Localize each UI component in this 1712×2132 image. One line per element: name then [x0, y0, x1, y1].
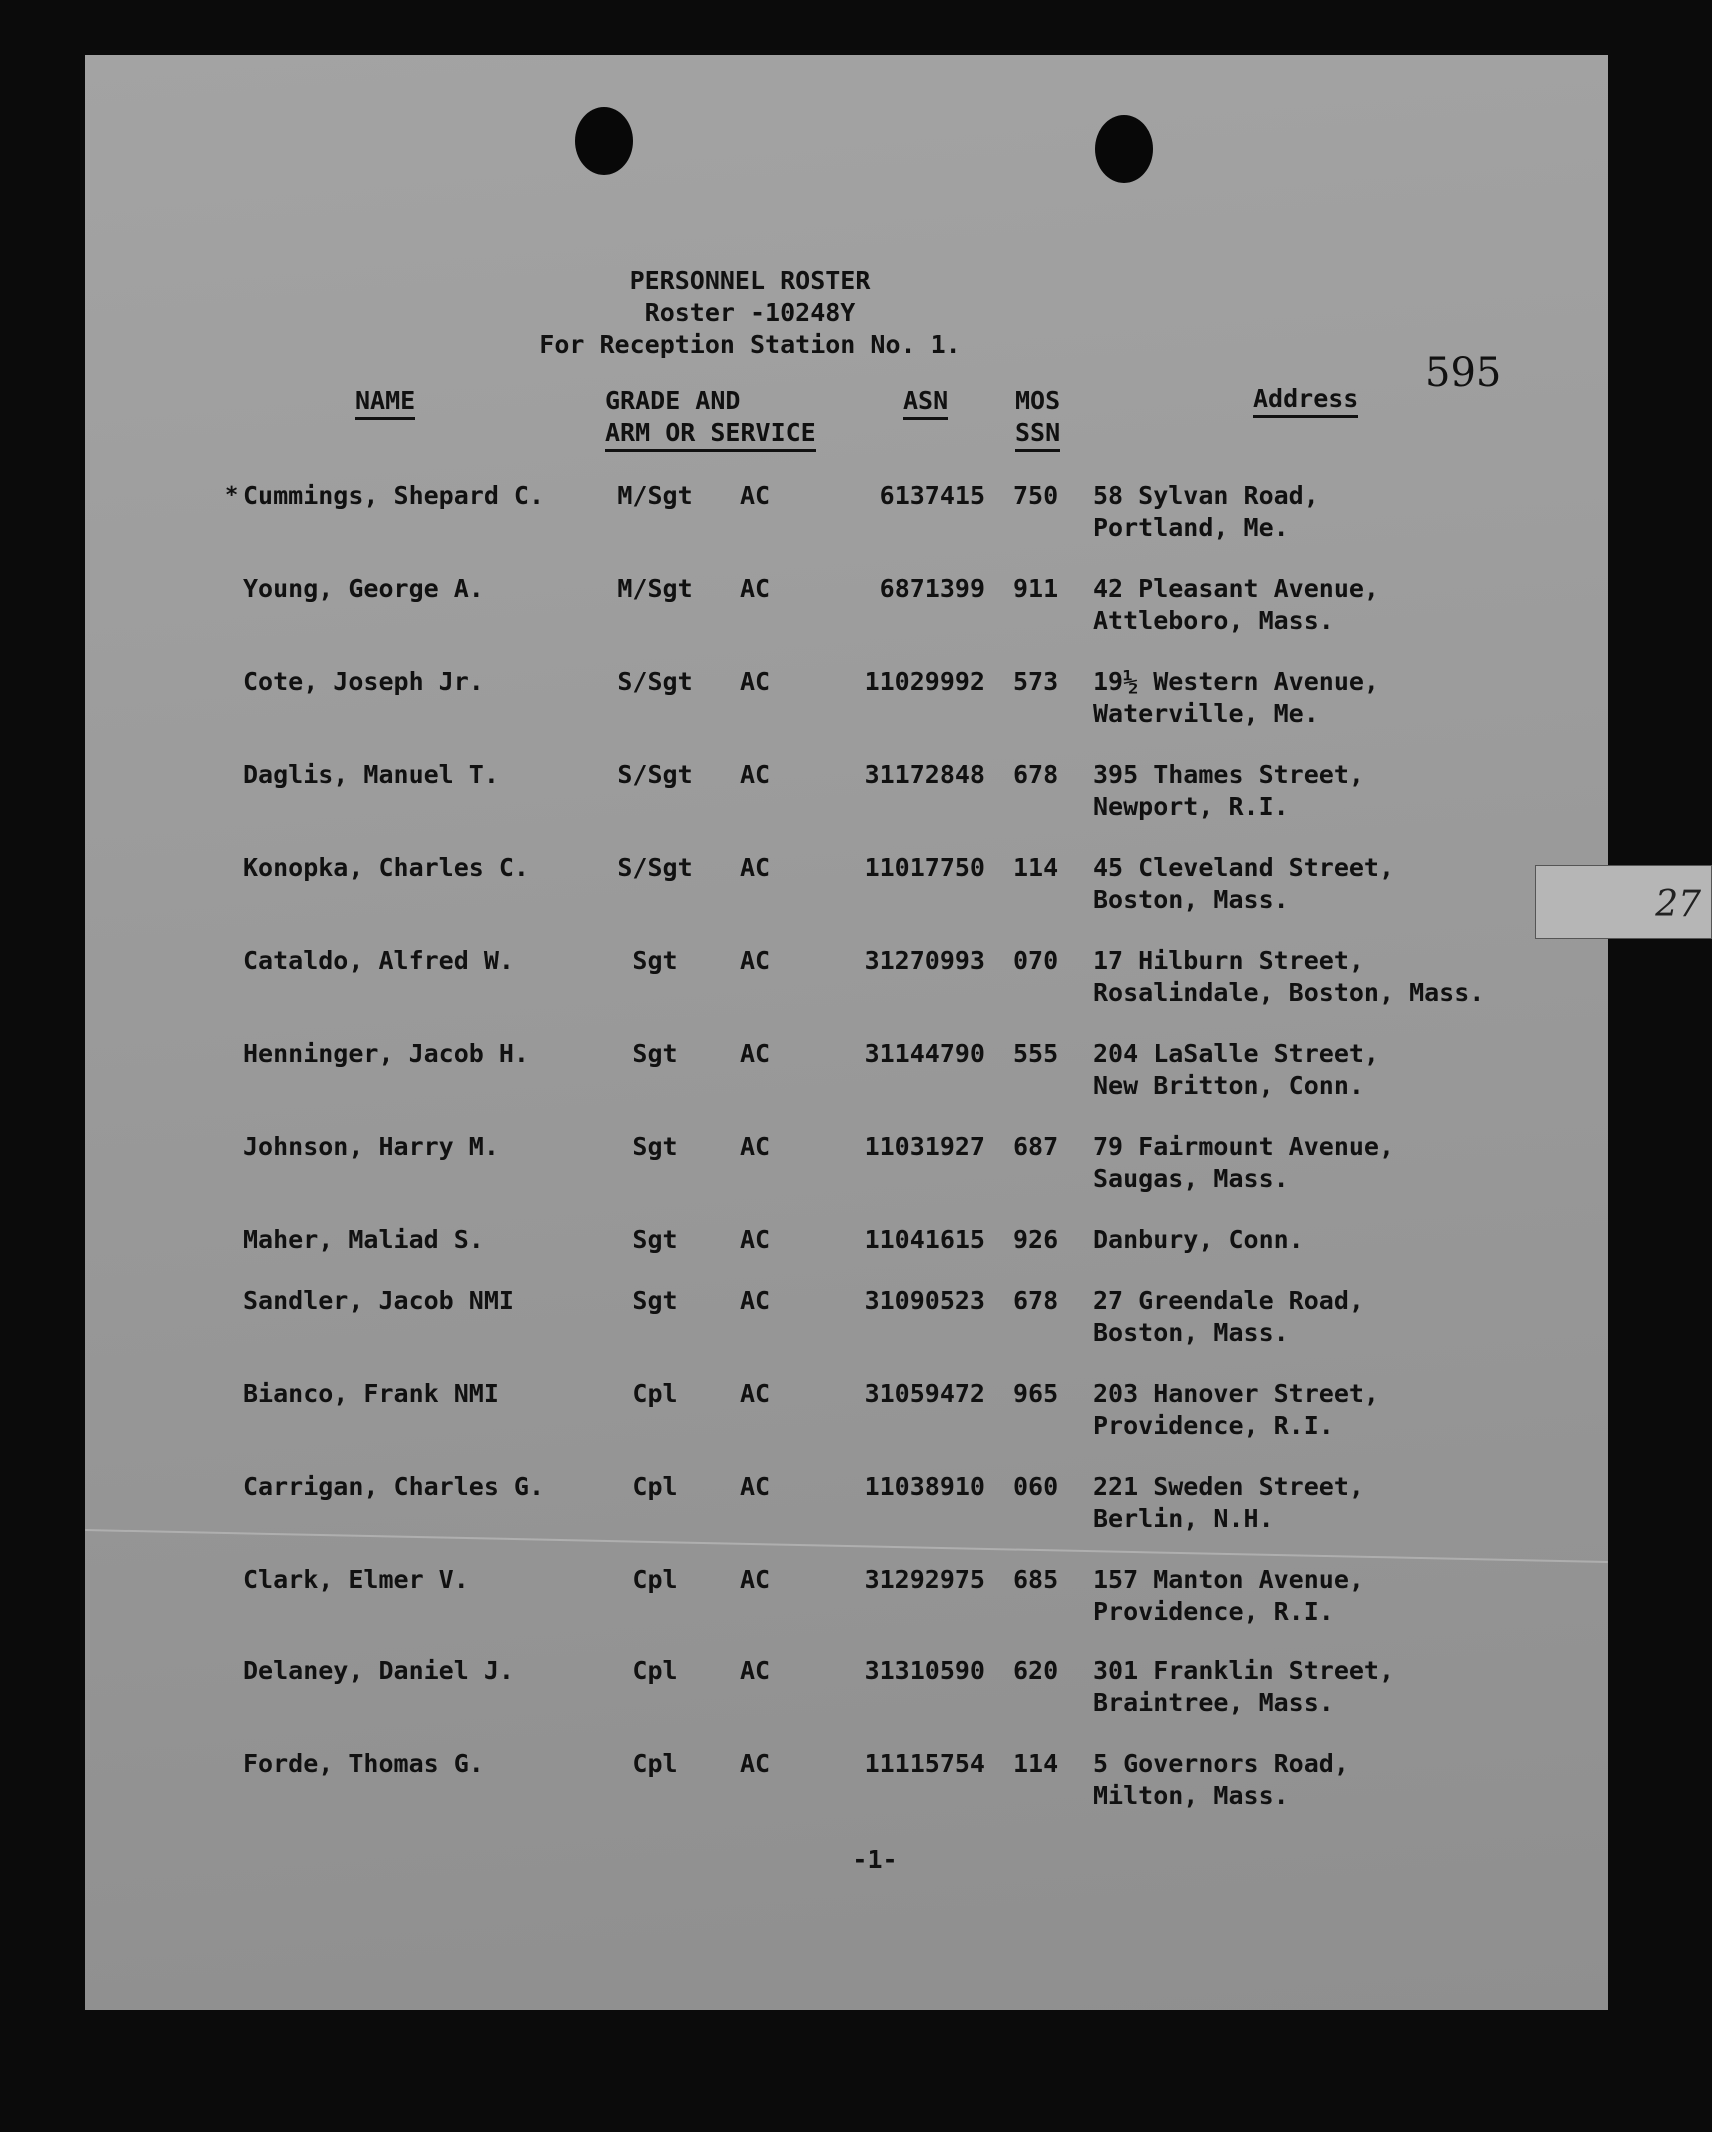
- row-asn: 31310590: [864, 1656, 985, 1685]
- row-mos: 965: [1013, 1379, 1059, 1408]
- row-name: Carrigan, Charles G.: [243, 1472, 545, 1501]
- row-grade: Cpl: [632, 1472, 678, 1501]
- row-address-line2: Attleboro, Mass.: [1093, 606, 1334, 635]
- row-mos: 678: [1013, 1286, 1059, 1315]
- row-name: Daglis, Manuel T.: [243, 760, 499, 789]
- row-address: [1093, 666, 1379, 730]
- row-asn: 11031927: [864, 1132, 985, 1161]
- row-grade: Sgt: [632, 946, 678, 975]
- row-asterisk: *: [225, 483, 239, 508]
- table-row: [85, 1224, 1585, 1288]
- row-address: [1093, 1038, 1379, 1102]
- page-number: 595: [1425, 350, 1502, 396]
- row-address-line2: Rosalindale, Boston, Mass.: [1093, 978, 1485, 1007]
- row-address: [1093, 1285, 1364, 1349]
- row-mos: 911: [1013, 574, 1059, 603]
- row-address-line2: Berlin, N.H.: [1093, 1504, 1274, 1533]
- row-arm-service: AC: [740, 760, 771, 789]
- table-row: [85, 1038, 1585, 1102]
- table-row: [85, 1748, 1585, 1812]
- row-name: Forde, Thomas G.: [243, 1749, 484, 1778]
- column-header-grade-line2: ARM OR SERVICE: [605, 418, 816, 452]
- row-address-line2: Boston, Mass.: [1093, 885, 1289, 914]
- column-header-asn-label: ASN: [903, 386, 948, 420]
- row-address-line1: 157 Manton Avenue,: [1093, 1565, 1364, 1594]
- row-address-line1: 301 Franklin Street,: [1093, 1656, 1395, 1685]
- row-name: Bianco, Frank NMI: [243, 1379, 499, 1408]
- row-arm-service: AC: [740, 1132, 771, 1161]
- row-mos: 750: [1013, 481, 1059, 510]
- row-arm-service: AC: [740, 1286, 771, 1315]
- table-row: [85, 759, 1585, 823]
- row-address: [1093, 852, 1394, 916]
- row-address-line2: Waterville, Me.: [1093, 699, 1319, 728]
- row-arm-service: AC: [740, 574, 771, 603]
- row-address-line1: 79 Fairmount Avenue,: [1093, 1132, 1395, 1161]
- row-grade: Cpl: [632, 1565, 678, 1594]
- row-address: [1093, 1224, 1304, 1256]
- row-grade: M/Sgt: [617, 481, 693, 510]
- column-header-grade: [605, 385, 816, 449]
- row-address: [1093, 1655, 1394, 1719]
- row-grade: Sgt: [632, 1225, 678, 1254]
- row-address: [1093, 945, 1484, 1009]
- row-grade: Cpl: [632, 1656, 678, 1685]
- row-mos: 926: [1013, 1225, 1059, 1254]
- row-address: [1093, 1378, 1379, 1442]
- row-mos: 620: [1013, 1656, 1059, 1685]
- row-address-line1: Danbury, Conn.: [1093, 1225, 1304, 1254]
- column-header-mos: [1015, 385, 1060, 449]
- row-address-line1: 45 Cleveland Street,: [1093, 853, 1395, 882]
- row-mos: 114: [1013, 853, 1059, 882]
- row-address: [1093, 1131, 1394, 1195]
- table-row: [85, 573, 1585, 637]
- row-asn: 6137415: [879, 481, 985, 510]
- column-header-name: [355, 385, 415, 417]
- column-header-asn: [903, 385, 948, 417]
- punch-hole: [1095, 115, 1153, 183]
- page-footer: -1-: [852, 1845, 898, 1874]
- row-arm-service: AC: [740, 1656, 771, 1685]
- row-address-line2: Saugas, Mass.: [1093, 1164, 1289, 1193]
- row-address: [1093, 1564, 1364, 1628]
- row-arm-service: AC: [740, 1749, 771, 1778]
- row-address-line1: 204 LaSalle Street,: [1093, 1039, 1379, 1068]
- table-row: [85, 1285, 1585, 1349]
- table-row: [85, 1471, 1585, 1535]
- row-arm-service: AC: [740, 1472, 771, 1501]
- row-mos: 685: [1013, 1565, 1059, 1594]
- row-address-line1: 17 Hilburn Street,: [1093, 946, 1364, 975]
- table-row: [85, 852, 1585, 916]
- row-address-line1: 5 Governors Road,: [1093, 1749, 1349, 1778]
- roster-title: [85, 265, 1415, 361]
- row-name: Sandler, Jacob NMI: [243, 1286, 514, 1315]
- row-name: Konopka, Charles C.: [243, 853, 529, 882]
- row-address: [1093, 1748, 1349, 1812]
- row-mos: 678: [1013, 760, 1059, 789]
- table-row: [85, 480, 1585, 544]
- row-arm-service: AC: [740, 1039, 771, 1068]
- row-mos: 070: [1013, 946, 1059, 975]
- table-row: [85, 1564, 1585, 1628]
- table-row: [85, 1655, 1585, 1719]
- table-row: [85, 1378, 1585, 1442]
- row-address-line2: Boston, Mass.: [1093, 1318, 1289, 1347]
- row-grade: Sgt: [632, 1039, 678, 1068]
- column-header-ssn-line2: SSN: [1015, 418, 1060, 452]
- column-header-grade-line1: GRADE AND: [605, 386, 741, 415]
- row-address-line1: 27 Greendale Road,: [1093, 1286, 1364, 1315]
- row-name: Cummings, Shepard C.: [243, 481, 545, 510]
- row-grade: Cpl: [632, 1749, 678, 1778]
- row-address: [1093, 573, 1379, 637]
- row-asn: 31144790: [864, 1039, 985, 1068]
- row-asn: 31292975: [864, 1565, 985, 1594]
- row-address-line1: 221 Sweden Street,: [1093, 1472, 1364, 1501]
- title-line-1: PERSONNEL ROSTER: [629, 266, 871, 295]
- row-address-line2: New Britton, Conn.: [1093, 1071, 1364, 1100]
- row-grade: S/Sgt: [617, 853, 693, 882]
- row-asn: 11029992: [864, 667, 985, 696]
- row-grade: S/Sgt: [617, 667, 693, 696]
- title-line-2: Roster -10248Y: [644, 298, 856, 327]
- row-address-line2: Providence, R.I.: [1093, 1411, 1334, 1440]
- table-row: [85, 945, 1585, 1009]
- row-mos: 114: [1013, 1749, 1059, 1778]
- row-name: Johnson, Harry M.: [243, 1132, 499, 1161]
- column-header-address: [1253, 383, 1358, 415]
- row-mos: 555: [1013, 1039, 1059, 1068]
- row-mos: 687: [1013, 1132, 1059, 1161]
- row-name: Maher, Maliad S.: [243, 1225, 484, 1254]
- row-arm-service: AC: [740, 853, 771, 882]
- row-grade: Sgt: [632, 1132, 678, 1161]
- row-asn: 6871399: [879, 574, 985, 603]
- row-grade: S/Sgt: [617, 760, 693, 789]
- row-mos: 573: [1013, 667, 1059, 696]
- row-name: Henninger, Jacob H.: [243, 1039, 529, 1068]
- table-row: [85, 1131, 1585, 1195]
- row-asn: 11017750: [864, 853, 985, 882]
- row-address: [1093, 1471, 1364, 1535]
- table-row: [85, 666, 1585, 730]
- row-asn: 11041615: [864, 1225, 985, 1254]
- row-address: [1093, 759, 1364, 823]
- row-arm-service: AC: [740, 667, 771, 696]
- row-address-line2: Portland, Me.: [1093, 513, 1289, 542]
- row-address-line2: Providence, R.I.: [1093, 1597, 1334, 1626]
- row-arm-service: AC: [740, 481, 771, 510]
- row-mos: 060: [1013, 1472, 1059, 1501]
- row-name: Cote, Joseph Jr.: [243, 667, 484, 696]
- row-address-line2: Newport, R.I.: [1093, 792, 1289, 821]
- row-asn: 31270993: [864, 946, 985, 975]
- row-grade: Cpl: [632, 1379, 678, 1408]
- title-line-3: For Reception Station No. 1.: [539, 330, 961, 359]
- row-address-line2: Braintree, Mass.: [1093, 1688, 1334, 1717]
- punch-hole: [575, 107, 633, 175]
- row-address-line1: 203 Hanover Street,: [1093, 1379, 1379, 1408]
- row-name: Cataldo, Alfred W.: [243, 946, 514, 975]
- row-arm-service: AC: [740, 1225, 771, 1254]
- row-asn: 31172848: [864, 760, 985, 789]
- row-address: [1093, 480, 1319, 544]
- row-name: Delaney, Daniel J.: [243, 1656, 514, 1685]
- row-arm-service: AC: [740, 1379, 771, 1408]
- row-address-line1: 42 Pleasant Avenue,: [1093, 574, 1379, 603]
- document-page: [85, 55, 1701, 2010]
- row-asn: 31090523: [864, 1286, 985, 1315]
- row-address-line1: 19½ Western Avenue,: [1093, 667, 1379, 696]
- row-address-line1: 58 Sylvan Road,: [1093, 481, 1319, 510]
- row-name: Clark, Elmer V.: [243, 1565, 469, 1594]
- column-header-mos-line1: MOS: [1015, 386, 1061, 415]
- column-header-name-label: NAME: [355, 386, 415, 420]
- row-arm-service: AC: [740, 1565, 771, 1594]
- row-asn: 11038910: [864, 1472, 985, 1501]
- row-grade: M/Sgt: [617, 574, 693, 603]
- column-header-address-label: Address: [1253, 384, 1358, 418]
- side-tab-label: 27: [1655, 884, 1701, 925]
- row-address-line1: 395 Thames Street,: [1093, 760, 1364, 789]
- row-asn: 31059472: [864, 1379, 985, 1408]
- row-asn: 11115754: [864, 1749, 985, 1778]
- row-address-line2: Milton, Mass.: [1093, 1781, 1289, 1810]
- row-name: Young, George A.: [243, 574, 484, 603]
- row-grade: Sgt: [632, 1286, 678, 1315]
- row-arm-service: AC: [740, 946, 771, 975]
